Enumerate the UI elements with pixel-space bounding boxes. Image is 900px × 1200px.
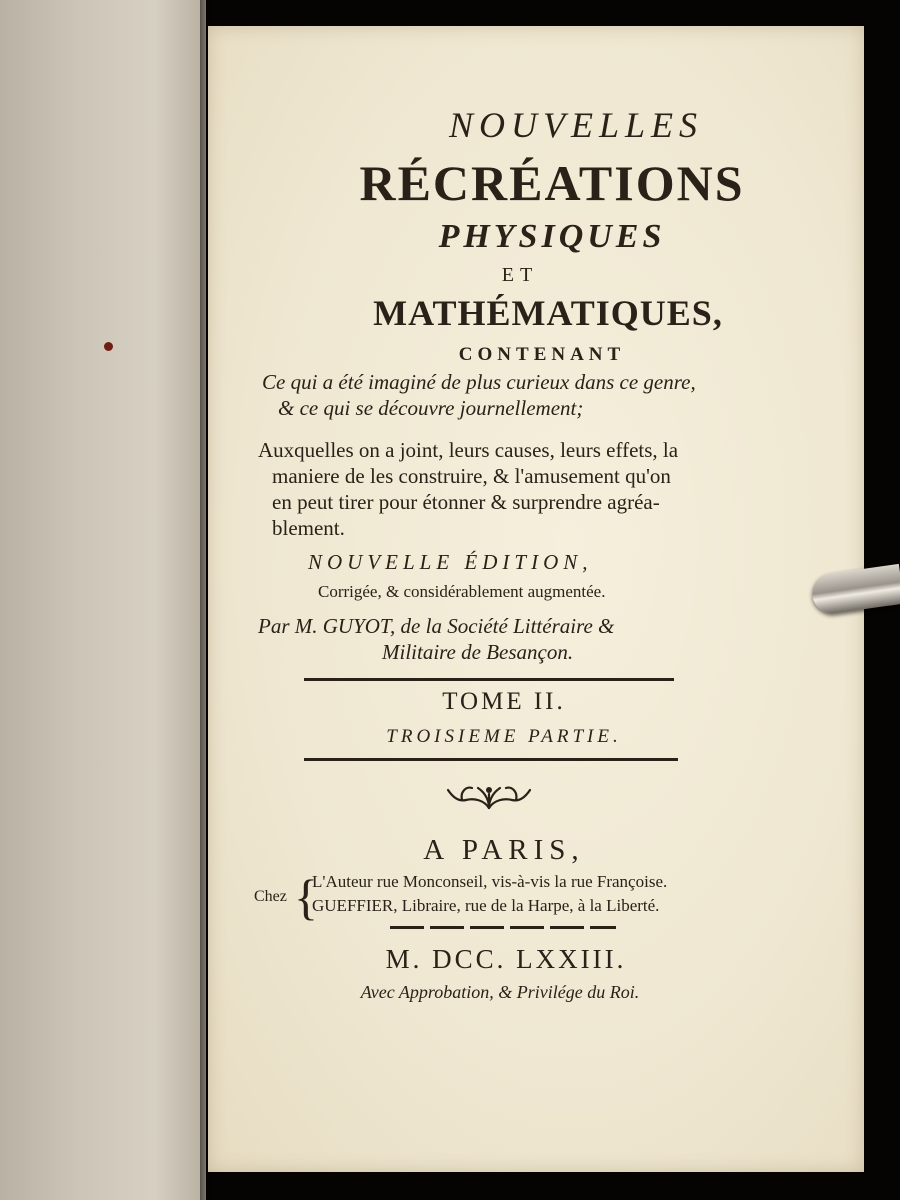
part-line: TROISIEME PARTIE. <box>386 726 622 747</box>
dashed-rule <box>390 926 616 929</box>
publisher-line-2: GUEFFIER, Libraire, rue de la Harpe, à la Liberté. <box>312 896 660 915</box>
title-page <box>208 26 864 1172</box>
imprint-date: M. DCC. LXXIII. <box>385 944 627 974</box>
author-line-1: Par M. GUYOT, de la Société Littéraire & <box>258 614 615 638</box>
description-line-4: blement. <box>272 516 345 540</box>
title-line-contenant: CONTENANT <box>458 344 626 365</box>
approbation-line: Avec Approbation, & Privilége du Roi. <box>360 982 640 1002</box>
corrected-line: Corrigée, & considérablement augmentée. <box>318 582 606 601</box>
subtitle-line-2: & ce qui se découvre journellement; <box>278 396 584 420</box>
description-line-1: Auxquelles on a joint, leurs causes, leurs effets, la <box>258 438 679 462</box>
author-line-2: Militaire de Besançon. <box>382 640 574 664</box>
publisher-line-1: L'Auteur rue Monconseil, vis-à-vis la rue Françoise. <box>312 872 668 891</box>
bottom-rule <box>304 758 678 761</box>
description-line-2: maniere de les construire, & l'amusement qu'on <box>272 464 671 488</box>
imprint-chez: Chez <box>254 888 287 905</box>
curly-brace-icon: { <box>294 869 318 925</box>
title-line-et: ET <box>501 264 539 286</box>
edition-line: NOUVELLE ÉDITION, <box>308 550 593 574</box>
title-line-recreations: RÉCRÉATIONS <box>359 155 745 211</box>
title-line-physiques: PHYSIQUES <box>438 218 666 255</box>
facing-page-left <box>0 0 206 1200</box>
top-rule <box>304 678 674 681</box>
volume-line: TOME II. <box>442 688 566 715</box>
ink-spot <box>104 342 113 351</box>
subtitle-line-1: Ce qui a été imaginé de plus curieux dans ce genre, <box>262 370 696 394</box>
description-line-3: en peut tirer pour étonner & surprendre agréa- <box>272 490 660 514</box>
imprint-city: A PARIS, <box>423 834 585 866</box>
title-line-mathematiques: MATHÉMATIQUES, <box>373 293 723 333</box>
fleuron-ornament-icon <box>444 780 534 812</box>
title-line-nouvelles: NOUVELLES <box>448 105 704 145</box>
